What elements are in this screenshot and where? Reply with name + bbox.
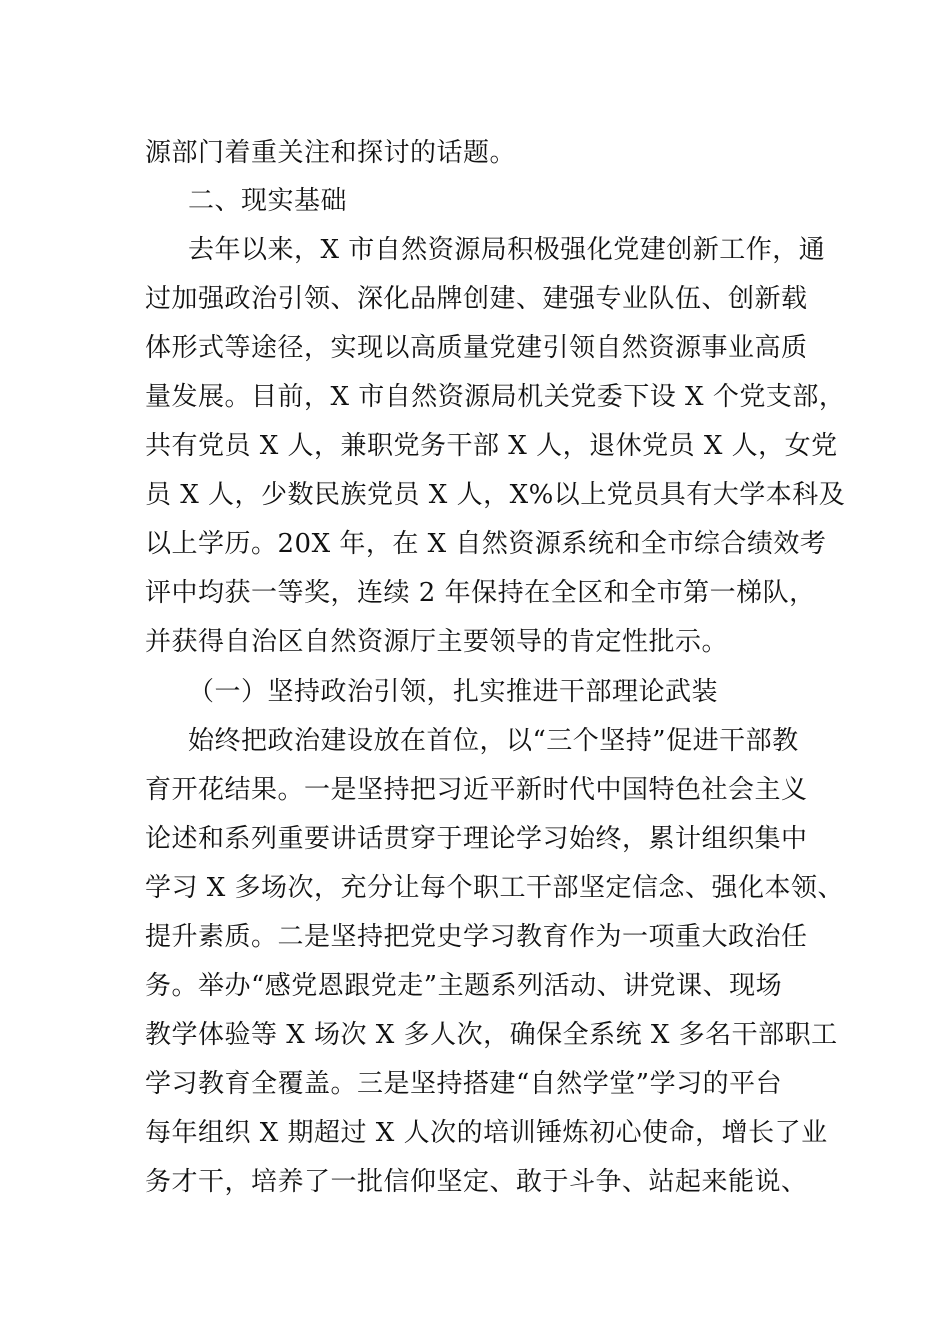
text-line: 员 X 人，少数民族党员 X 人，X%以上党员具有大学本科及 — [145, 480, 846, 510]
text-line: 育开花结果。一是坚持把习近平新时代中国特色社会主义 — [145, 775, 808, 805]
text-line: 共有党员 X 人，兼职党务干部 X 人，退休党员 X 人，女党 — [145, 431, 838, 461]
text-line: 教学体验等 X 场次 X 多人次，确保全系统 X 多名干部职工 — [145, 1020, 838, 1050]
text-line: 提升素质。二是坚持把党史学习教育作为一项重大政治任 — [145, 922, 808, 952]
text-line: 论述和系列重要讲话贯穿于理论学习始终，累计组织集中 — [145, 824, 808, 854]
text-line: 过加强政治引领、深化品牌创建、建强专业队伍、创新载 — [145, 284, 808, 314]
subsection-heading: （一）坚持政治引领，扎实推进干部理论武装 — [188, 677, 719, 707]
text-line: 始终把政治建设放在首位，以“三个坚持”促进干部教 — [188, 726, 799, 756]
text-line: 评中均获一等奖，连续 2 年保持在全区和全市第一梯队， — [145, 578, 816, 608]
text-line: 以上学历。20X 年，在 X 自然资源系统和全市综合绩效考 — [145, 529, 827, 559]
text-line: 务才干，培养了一批信仰坚定、敢于斗争、站起来能说、 — [145, 1167, 808, 1197]
text-line: 去年以来，X 市自然资源局积极强化党建创新工作，通 — [188, 235, 826, 265]
text-line: 每年组织 X 期超过 X 人次的培训锤炼初心使命，增长了业 — [145, 1118, 828, 1148]
text-line: 学习 X 多场次，充分让每个职工干部坚定信念、强化本领、 — [145, 873, 845, 903]
section-heading: 二、现实基础 — [188, 186, 348, 216]
text-line: 量发展。目前，X 市自然资源局机关党委下设 X 个党支部， — [145, 382, 846, 412]
text-line: 并获得自治区自然资源厅主要领导的肯定性批示。 — [145, 627, 729, 657]
text-line: 务。举办“感党恩跟党走”主题系列活动、讲党课、现场 — [145, 971, 783, 1001]
text-line: 体形式等途径，实现以高质量党建引领自然资源事业高质 — [145, 333, 808, 363]
text-line: 学习教育全覆盖。三是坚持搭建“自然学堂”学习的平台 — [145, 1069, 783, 1099]
text-line: 源部门着重关注和探讨的话题。 — [145, 138, 517, 168]
